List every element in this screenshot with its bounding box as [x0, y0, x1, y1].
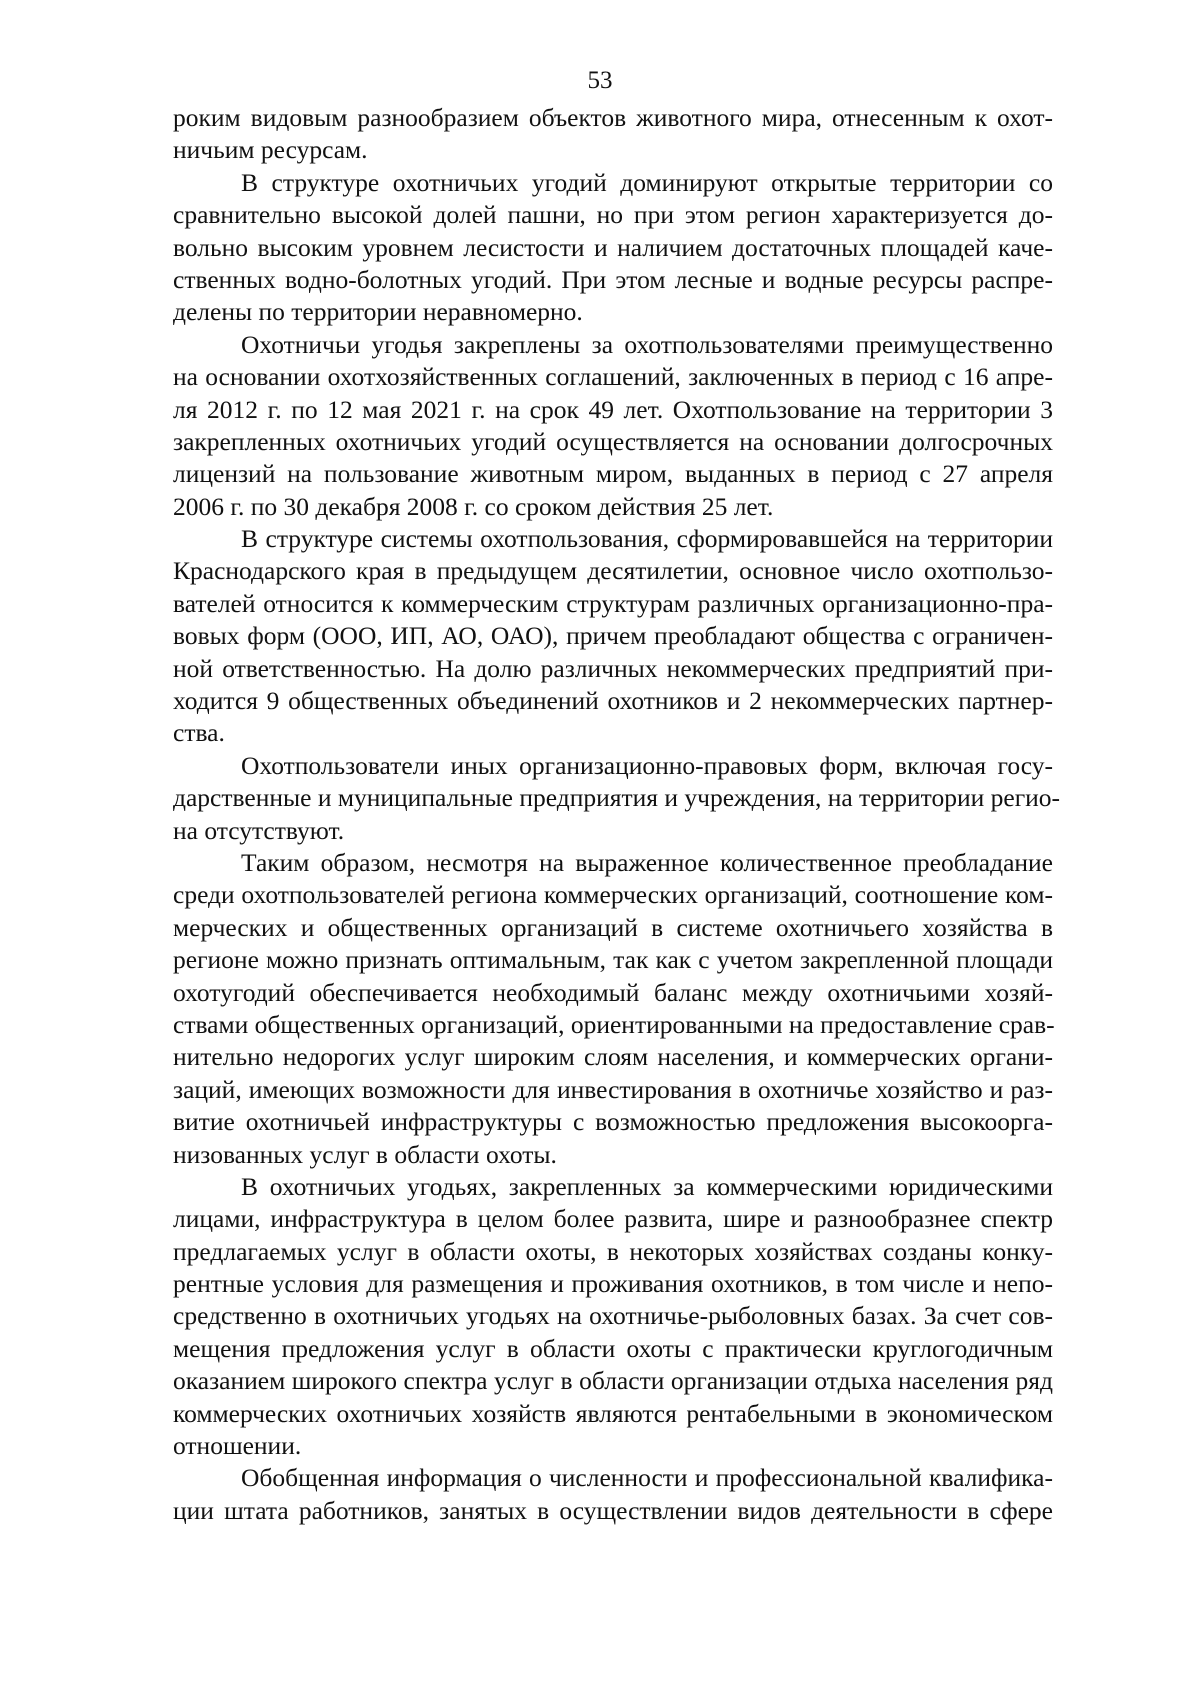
paragraph — [173, 750, 1061, 847]
text-line: заций, имеющих возможности для инвестирования в охотничье хозяйство и раз- — [173, 1074, 1053, 1104]
paragraph — [173, 847, 1053, 1171]
text-line: В структуре охотничьих угодий доминируют открытые территории со — [241, 167, 1053, 197]
text-line: ля 2012 г. по 12 мая 2021 г. на срок 49 лет. Охотпользование на территории 3 — [173, 394, 1053, 424]
text-line: оказанием широкого спектра услуг в области организации отдыха населения ряд — [173, 1366, 1053, 1396]
text-line: Охотпользователи иных организационно-правовых форм, включая госу- — [241, 750, 1053, 780]
text-line: ной ответственностью. На долю различных некоммерческих предприятий при- — [173, 653, 1053, 683]
text-line: роким видовым разнообразием объектов животного мира, отнесенным к охот- — [173, 103, 1053, 132]
text-line: сравнительно высокой долей пашни, но при этом регион характеризуется до- — [173, 200, 1053, 230]
text-line: вателей относится к коммерческим структурам различных организационно-пра- — [173, 588, 1053, 618]
text-line: средственно в охотничьих угодьях на охотничье-рыболовных базах. За счет сов- — [173, 1301, 1053, 1331]
text-line: делены по территории неравномерно. — [173, 297, 583, 327]
text-line: мещения предложения услуг в области охоты с практически круглогодичным — [173, 1333, 1053, 1363]
text-line: низованных услуг в области охоты. — [173, 1139, 557, 1169]
paragraph — [173, 329, 1053, 523]
text-line: лицами, инфраструктура в целом более развита, шире и разнообразнее спектр — [173, 1204, 1053, 1234]
text-line: Обобщенная информация о численности и профессиональной квалифика- — [241, 1463, 1053, 1493]
text-line: ничьим ресурсам. — [173, 135, 368, 165]
text-line: коммерческих охотничьих хозяйств являются рентабельными в экономическом — [173, 1398, 1053, 1428]
page-number: 53 — [587, 67, 613, 94]
text-line: Краснодарского края в предыдущем десятилетии, основное число охотпользо- — [173, 556, 1053, 586]
paragraph — [173, 523, 1053, 750]
paragraph — [173, 102, 1053, 167]
text-line: отношении. — [173, 1431, 302, 1461]
text-line: регионе можно признать оптимальным, так как с учетом закрепленной площади — [173, 945, 1053, 975]
paragraph — [173, 1462, 1053, 1527]
text-line: лицензий на пользование животным миром, выданных в период с 27 апреля — [173, 459, 1053, 489]
paragraph — [173, 167, 1053, 329]
text-line: среди охотпользователей региона коммерческих организаций, соотношение ком- — [173, 880, 1053, 910]
document-body — [173, 102, 1061, 1527]
text-line: на основании охотхозяйственных соглашений, заключенных в период с 16 апре- — [173, 362, 1053, 392]
text-line: рентные условия для размещения и проживания охотников, в том числе и непо- — [173, 1269, 1053, 1299]
text-line: ства. — [173, 718, 225, 748]
text-line: на отсутствуют. — [173, 815, 345, 845]
text-line: охотугодий обеспечивается необходимый баланс между охотничьими хозяй- — [173, 977, 1053, 1007]
text-line: нительно недорогих услуг широким слоям населения, и коммерческих органи- — [173, 1042, 1053, 1072]
text-line: предлагаемых услуг в области охоты, в некоторых хозяйствах созданы конку- — [173, 1236, 1053, 1266]
text-line: В охотничьих угодьях, закрепленных за коммерческими юридическими — [241, 1171, 1053, 1201]
text-line: Таким образом, несмотря на выраженное количественное преобладание — [241, 847, 1053, 877]
text-line: ствами общественных организаций, ориентированными на предоставление срав- — [173, 1009, 1055, 1039]
text-line: вовых форм (ООО, ИП, АО, ОАО), причем преобладают общества с ограничен- — [173, 621, 1053, 651]
text-line: витие охотничьей инфраструктуры с возможностью предложения высокоорга- — [173, 1107, 1053, 1137]
text-line: ходится 9 общественных объединений охотников и 2 некоммерческих партнер- — [173, 686, 1053, 716]
text-line: ции штата работников, занятых в осуществлении видов деятельности в сфере — [173, 1495, 1053, 1525]
text-line: дарственные и муниципальные предприятия и учреждения, на территории регио- — [173, 783, 1061, 813]
paragraph — [173, 1171, 1053, 1463]
text-line: В структуре системы охотпользования, сформировавшейся на территории — [241, 524, 1053, 554]
text-line: Охотничьи угодья закреплены за охотпользователями преимущественно — [241, 329, 1053, 359]
text-line: ственных водно-болотных угодий. При этом лесные и водные ресурсы распре- — [173, 264, 1053, 294]
text-line: мерческих и общественных организаций в системе охотничьего хозяйства в — [173, 912, 1053, 942]
text-line: вольно высоким уровнем лесистости и наличием достаточных площадей каче- — [173, 232, 1053, 262]
text-line: закрепленных охотничьих угодий осуществляется на основании долгосрочных — [173, 426, 1053, 456]
text-line: 2006 г. по 30 декабря 2008 г. со сроком действия 25 лет. — [173, 491, 774, 521]
